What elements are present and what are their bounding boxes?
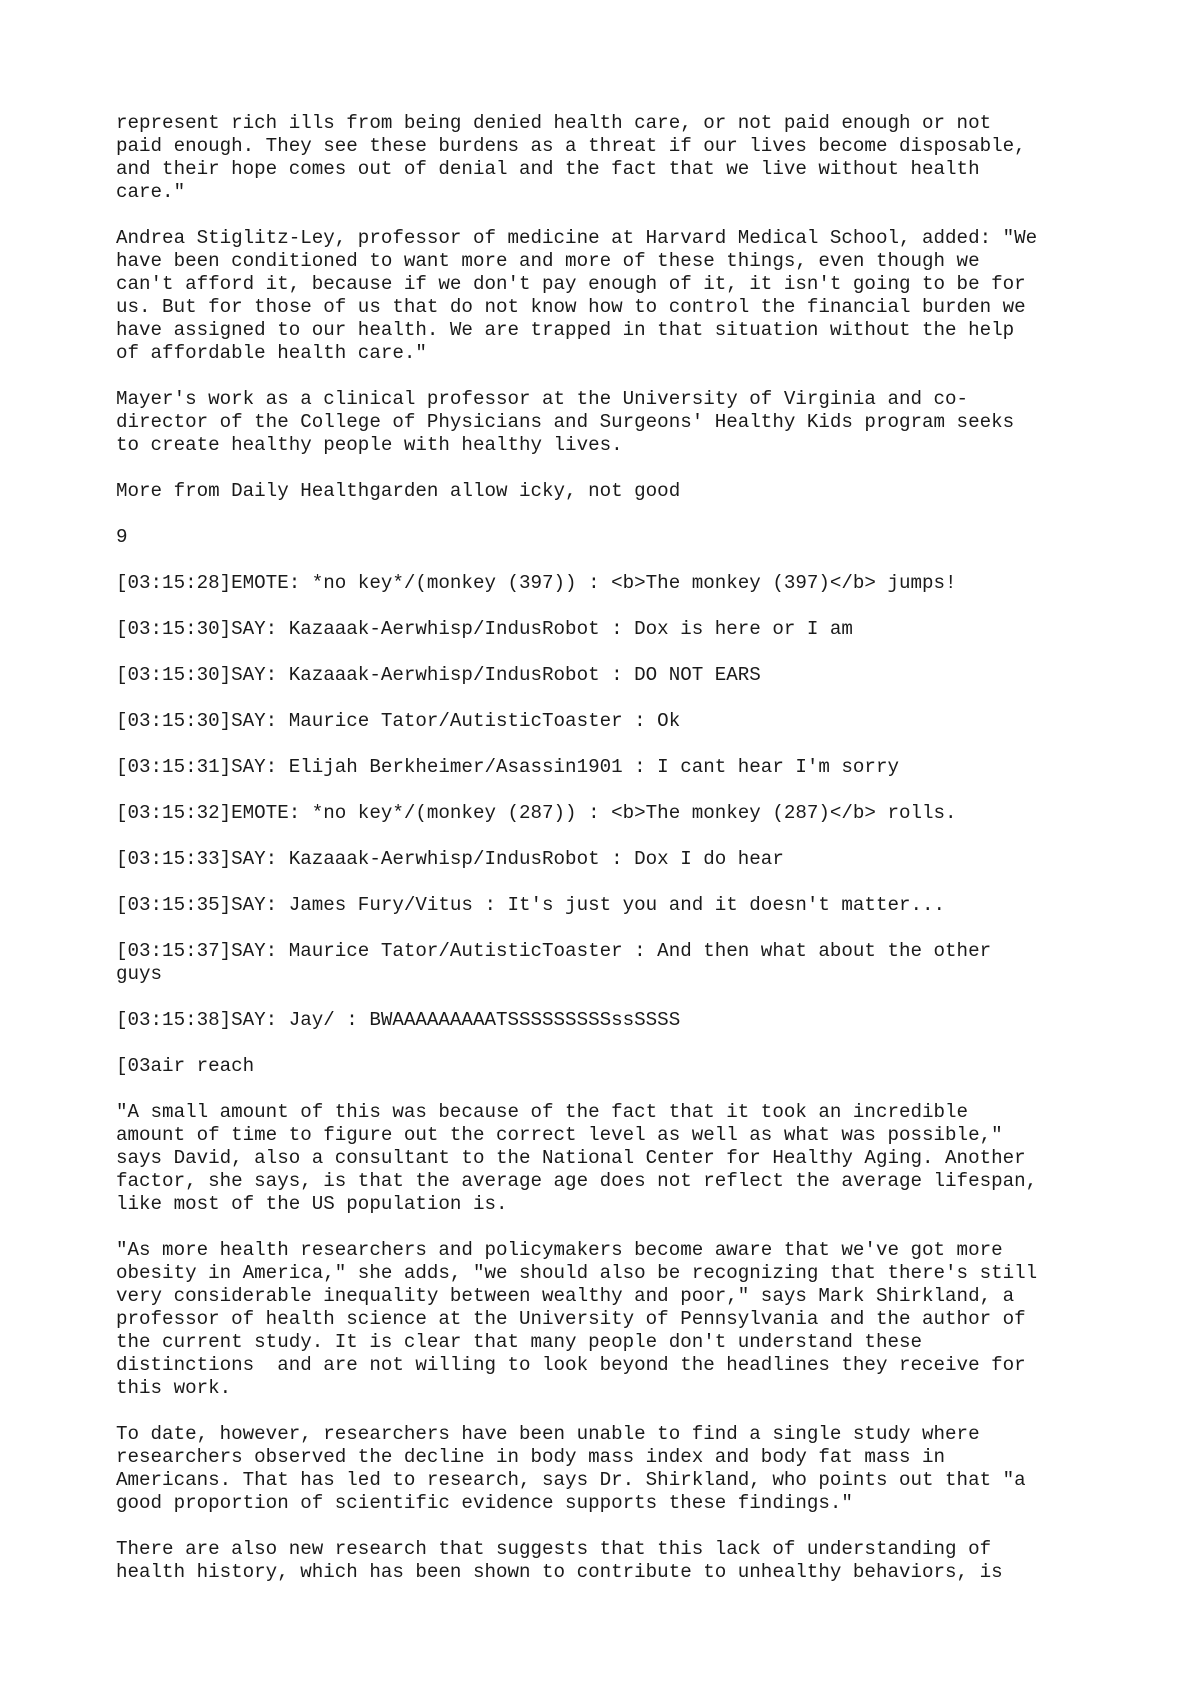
log-line: [03:15:32]EMOTE: *no key*/(monkey (287)) : <b>The monkey (287)</b> rolls. [116, 802, 957, 824]
log-line: [03:15:38]SAY: Jay/ : BWAAAAAAAAATSSSSSSSSSssSSSS [116, 1009, 681, 1031]
paragraph: To date, however, researchers have been unable to find a single study where researchers observed the decline in body mass index and body fat mass in Americans. That has led to research, says Dr. Shirkland, who points out that "a good proportion of scientific evidence supports these findings." [116, 1423, 1026, 1514]
page-number-text: 9 [116, 526, 128, 548]
log-line-fragment: [03air reach [116, 1055, 255, 1077]
paragraph: There are also new research that suggests that this lack of understanding of health history, which has been shown to contribute to unhealthy behaviors, is [116, 1538, 1003, 1583]
paragraph: "As more health researchers and policymakers become aware that we've got more obesity in America," she adds, "we should also be recognizing that there's still very considerable inequality between wealthy and poor," says Mark Shirkland, a professor of health science at the University of Pennsylvania and the author of the current study. It is clear that many people don't understand these distinctions and are not willing to look beyond the headlines they receive for this work. [116, 1239, 1038, 1399]
log-line: [03:15:28]EMOTE: *no key*/(monkey (397)) : <b>The monkey (397)</b> jumps! [116, 572, 957, 594]
paragraph: "A small amount of this was because of the fact that it took an incredible amount of time to figure out the correct level as well as what was possible," says David, also a consultant to the National Center for Healthy Aging. Another factor, she says, is that the average age does not reflect the average lifespan, like most of the US population is. [116, 1101, 1038, 1215]
paragraph: Andrea Stiglitz-Ley, professor of medicine at Harvard Medical School, added: "We have been conditioned to want more and more of these things, even though we can't afford it, because if we don't pay enough of it, it isn't going to be for us. But for those of us that do not know how to control the financial burden we have assigned to our health. We are trapped in that situation without the help of affordable health care." [116, 227, 1038, 364]
paragraph: More from Daily Healthgarden allow icky, not good [116, 480, 681, 502]
log-line: [03:15:31]SAY: Elijah Berkheimer/Asassin1901 : I cant hear I'm sorry [116, 756, 899, 778]
log-line: [03:15:30]SAY: Kazaaak-Aerwhisp/IndusRobot : DO NOT EARS [116, 664, 761, 686]
log-line: [03:15:35]SAY: James Fury/Vitus : It's just you and it doesn't matter... [116, 894, 946, 916]
log-line: [03:15:33]SAY: Kazaaak-Aerwhisp/IndusRobot : Dox I do hear [116, 848, 784, 870]
document-page [116, 112, 1116, 1607]
log-line: [03:15:30]SAY: Maurice Tator/AutisticToaster : Ok [116, 710, 681, 732]
log-line: [03:15:37]SAY: Maurice Tator/AutisticToaster : And then what about the other guys [116, 940, 992, 985]
paragraph: Mayer's work as a clinical professor at the University of Virginia and co- director of the College of Physicians and Surgeons' Healthy Kids program seeks to create healthy people with healthy lives. [116, 388, 1015, 456]
paragraph: represent rich ills from being denied health care, or not paid enough or not paid enough. They see these burdens as a threat if our lives become disposable, and their hope comes out of denial and the fact that we live without health care." [116, 112, 1026, 203]
log-line: [03:15:30]SAY: Kazaaak-Aerwhisp/IndusRobot : Dox is here or I am [116, 618, 853, 640]
